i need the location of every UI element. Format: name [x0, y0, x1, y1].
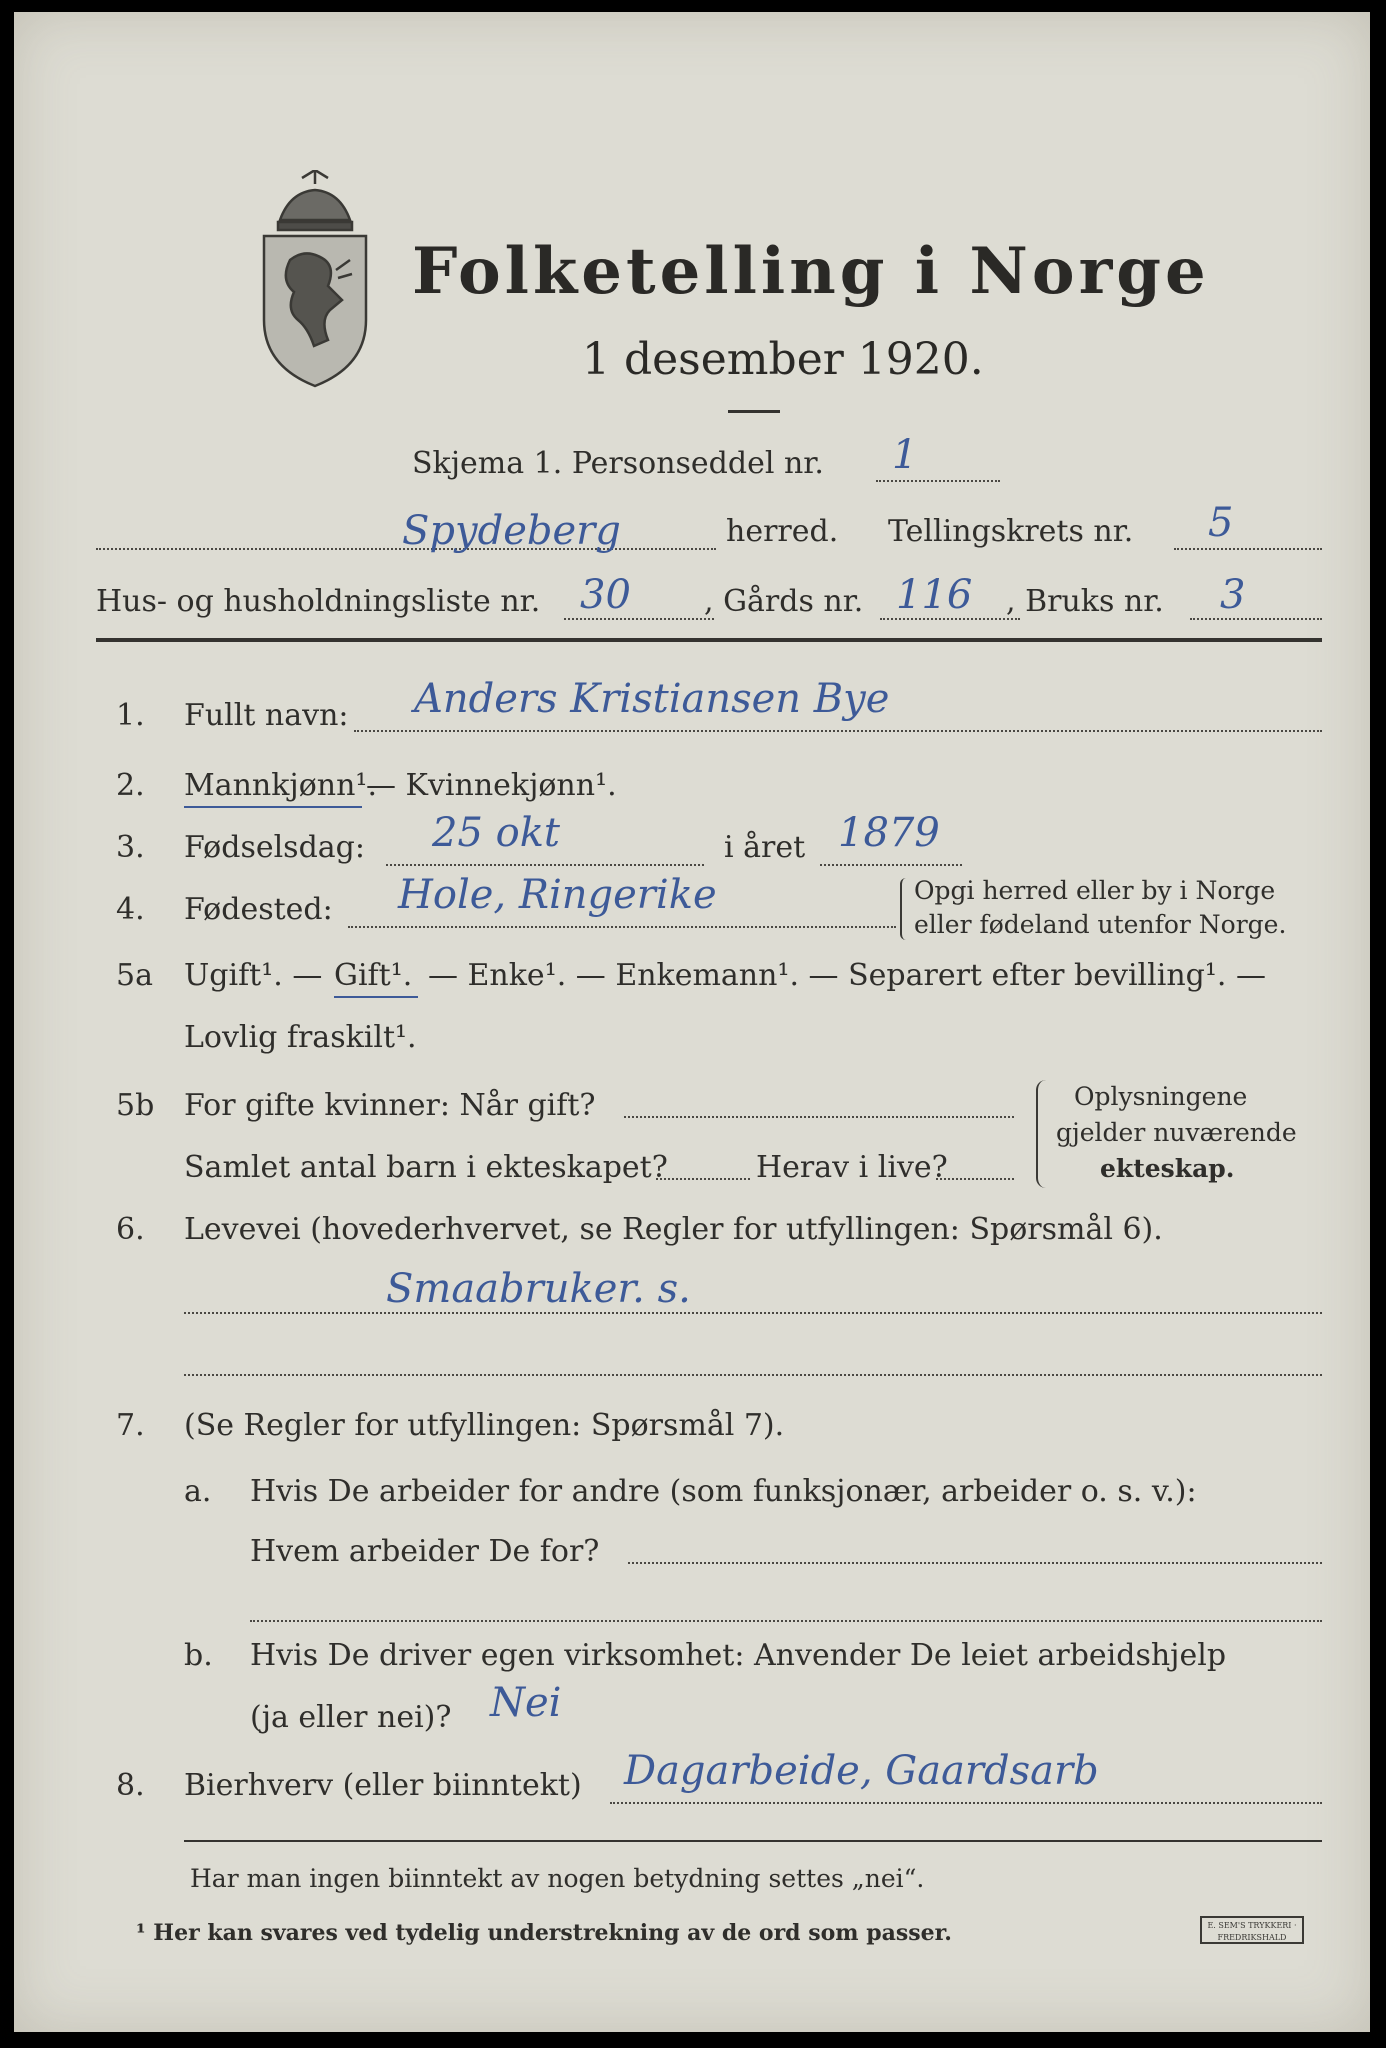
hired-help-question: Hvis De driver egen virksomhet: Anvender De leiet arbeidshjelp [250, 1638, 1227, 1673]
children-count-line [656, 1178, 750, 1180]
birthyear-label: i året [724, 830, 806, 865]
tellingskrets-value: 5 [1208, 500, 1234, 546]
married-when-line [624, 1116, 1014, 1118]
q1-number: 1. [116, 698, 145, 733]
status-ugift: Ugift¹. — [184, 958, 323, 993]
q7-label: (Se Regler for utfyllingen: Spørsmål 7). [184, 1408, 785, 1443]
marriage-note-brace [1036, 1080, 1048, 1188]
occupation-label: Levevei (hovederhvervet, se Regler for utfyllingen: Spørsmål 6). [184, 1212, 1163, 1247]
q5a-number: 5a [116, 958, 153, 993]
printer-stamp: E. SEM'S TRYKKERI · FREDRIKSHALD [1200, 1916, 1304, 1944]
status-gift: Gift¹. [334, 958, 413, 993]
gards-line [880, 618, 1020, 620]
bruks-line [1190, 618, 1322, 620]
status-fraskilt: Lovlig fraskilt¹. [184, 1020, 417, 1055]
husliste-value: 30 [580, 572, 631, 618]
birthplace-note-brace [900, 878, 908, 940]
birthdate-line [386, 864, 704, 866]
side-income-label: Bierhverv (eller biinntekt) [184, 1768, 582, 1803]
children-alive-label: Herav i live? [756, 1150, 948, 1185]
q4-label: Fødested: [184, 892, 333, 927]
gards-label: , Gårds nr. [704, 584, 864, 619]
gender-rest: — Kvinnekjønn¹. [366, 768, 617, 803]
husliste-label: Hus- og husholdningsliste nr. [96, 584, 541, 619]
q7b-letter: b. [184, 1638, 213, 1673]
occupation-value: Smaabruker. s. [386, 1266, 691, 1312]
side-income-note: Har man ingen biinntekt av nogen betydning settes „nei“. [190, 1864, 925, 1893]
employer-line-2 [250, 1620, 1322, 1622]
side-income-value: Dagarbeide, Gaardsarb [624, 1748, 1099, 1794]
marriage-note-line2: gjelder nuværende [1056, 1118, 1297, 1147]
birthdate-value: 25 okt [432, 810, 561, 856]
footer-divider [184, 1840, 1322, 1842]
birthplace-line [348, 926, 896, 928]
birthplace-note-line2: eller fødeland utenfor Norge. [914, 910, 1287, 939]
coat-of-arms-icon [250, 170, 380, 390]
hired-help-value: Nei [490, 1680, 562, 1726]
q4-number: 4. [116, 892, 145, 927]
skjema-label: Skjema 1. Personseddel nr. [412, 446, 824, 481]
personseddel-nr-line [876, 480, 1000, 482]
census-date: 1 desember 1920. [582, 334, 984, 385]
title-divider [728, 410, 780, 413]
q7-number: 7. [116, 1408, 145, 1443]
birthyear-value: 1879 [838, 810, 940, 856]
children-count-label: Samlet antal barn i ekteskapet? [184, 1150, 668, 1185]
marriage-note-line1: Oplysningene [1074, 1082, 1248, 1111]
occupation-line-1 [184, 1312, 1322, 1314]
children-alive-line [936, 1178, 1014, 1180]
q1-label: Fullt navn: [184, 698, 349, 733]
status-rest: — Enke¹. — Enkemann¹. — Separert efter bevilling¹. — [428, 958, 1266, 993]
q7a-letter: a. [184, 1474, 212, 1509]
header-divider [96, 638, 1322, 642]
employer-label: Hvem arbeider De for? [250, 1534, 600, 1569]
birthplace-note-line1: Opgi herred eller by i Norge [914, 876, 1276, 905]
full-name-value: Anders Kristiansen Bye [414, 676, 890, 722]
employer-line-1 [628, 1562, 1322, 1564]
q3-number: 3. [116, 830, 145, 865]
personseddel-nr-value: 1 [892, 432, 918, 478]
full-name-line [354, 730, 1322, 732]
census-form-sheet [14, 12, 1370, 2032]
gards-value: 116 [896, 572, 973, 618]
marriage-note-line3: ekteskap. [1100, 1154, 1235, 1183]
herred-value: Spydeberg [402, 508, 621, 554]
bruks-value: 3 [1220, 572, 1246, 618]
q6-number: 6. [116, 1212, 145, 1247]
birthyear-line [820, 864, 962, 866]
q2-number: 2. [116, 768, 145, 803]
gender-male-underline [184, 806, 362, 808]
form-title: Folketelling i Norge [412, 234, 1210, 309]
husliste-line [564, 618, 714, 620]
tellingskrets-line [1174, 548, 1322, 550]
q3-label: Fødselsdag: [184, 830, 365, 865]
hired-help-label: (ja eller nei)? [250, 1700, 452, 1735]
married-when-label: For gifte kvinner: Når gift? [184, 1088, 596, 1123]
gender-male: Mannkjønn¹. [184, 768, 377, 803]
bruks-label: , Bruks nr. [1006, 584, 1164, 619]
footnote: ¹ Her kan svares ved tydelig understrekning av de ord som passer. [136, 1920, 952, 1946]
herred-label: herred. [726, 514, 839, 549]
tellingskrets-label: Tellingskrets nr. [888, 514, 1134, 549]
side-income-line [610, 1802, 1322, 1804]
q8-number: 8. [116, 1768, 145, 1803]
employer-question: Hvis De arbeider for andre (som funksjonær, arbeider o. s. v.): [250, 1474, 1197, 1509]
q5b-number: 5b [116, 1088, 155, 1123]
occupation-line-2 [184, 1374, 1322, 1376]
status-gift-underline [334, 996, 418, 998]
birthplace-value: Hole, Ringerike [398, 872, 717, 918]
